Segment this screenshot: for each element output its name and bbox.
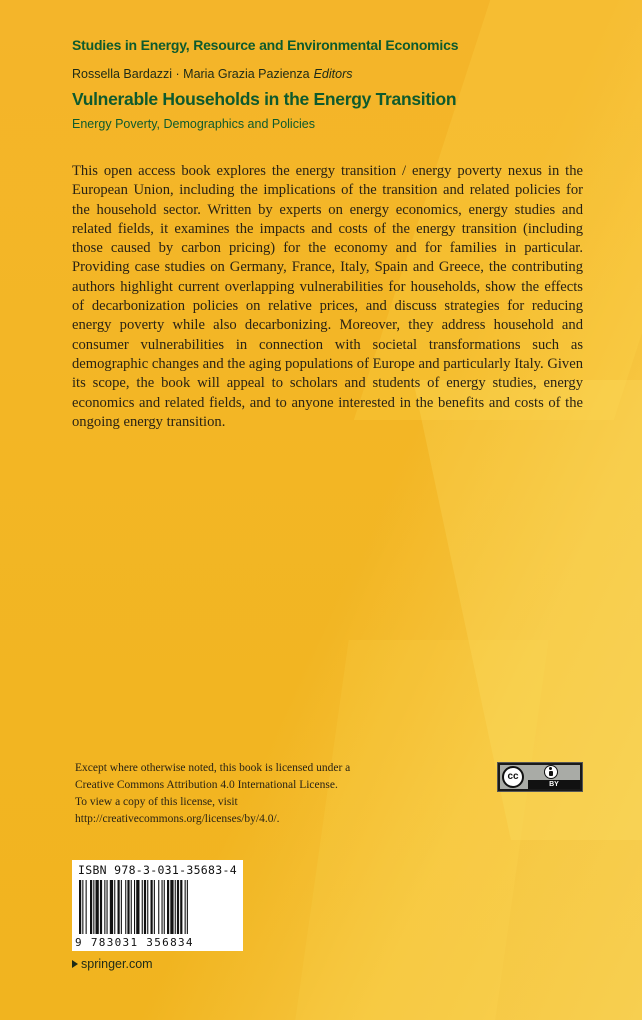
isbn-barcode [72, 860, 243, 951]
attribution-person-icon [544, 765, 558, 779]
barcode-digits: 9 783031 356834 [75, 936, 194, 949]
editors-role: Editors [313, 67, 353, 81]
publisher-link[interactable] [72, 957, 153, 971]
cc-icon: cc [502, 766, 524, 788]
book-subtitle: Energy Poverty, Demographics and Policies [72, 117, 315, 131]
isbn-label: ISBN 978-3-031-35683-4 [78, 863, 237, 877]
decorative-facet [295, 640, 548, 1020]
by-label: BY [528, 780, 580, 789]
license-line: To view a copy of this license, visit [75, 796, 238, 808]
book-title: Vulnerable Households in the Energy Transition [72, 89, 457, 109]
license-line: Except where otherwise noted, this book is licensed under a [75, 762, 351, 774]
series-title: Studies in Energy, Resource and Environmental Economics [72, 37, 459, 53]
editor-names: Rossella Bardazzi · Maria Grazia Pazienza [72, 67, 310, 81]
arrow-right-icon [72, 960, 78, 968]
license-line: Creative Commons Attribution 4.0 International License. [75, 779, 338, 791]
editors-line [72, 67, 353, 81]
publisher-url: springer.com [81, 957, 153, 971]
barcode-bars [77, 880, 238, 936]
license-notice [75, 760, 405, 828]
book-description: This open access book explores the energy transition / energy poverty nexus in the European Union, including the implications of the transition and related policies for the household sector. Written by experts on energy economics, energy studies and related fields, it examines the impacts and costs of the energy transition (including those caused by carbon pricing) for the economy and for families in particular. Providing case studies on Germany, France, Italy, Spain and Greece, the contributing authors highlight current overlapping vulnerabilities for households, show the effects of decarbonization policies on relative prices, and discuss strategies for reducing energy poverty while also decarbonizing. Moreover, they address household and consumer vulnerabilities in connection with societal transformations such as demographic changes and the aging populations of Europe and particularly Italy. Given its scope, the book will appeal to scholars and students of energy studies, energy economics and related fields, and to anyone interested in the benefits and costs of the ongoing energy transition. [72, 163, 583, 430]
cc-by-badge [497, 762, 583, 792]
license-url[interactable]: http://creativecommons.org/licenses/by/4.0/. [75, 813, 280, 825]
